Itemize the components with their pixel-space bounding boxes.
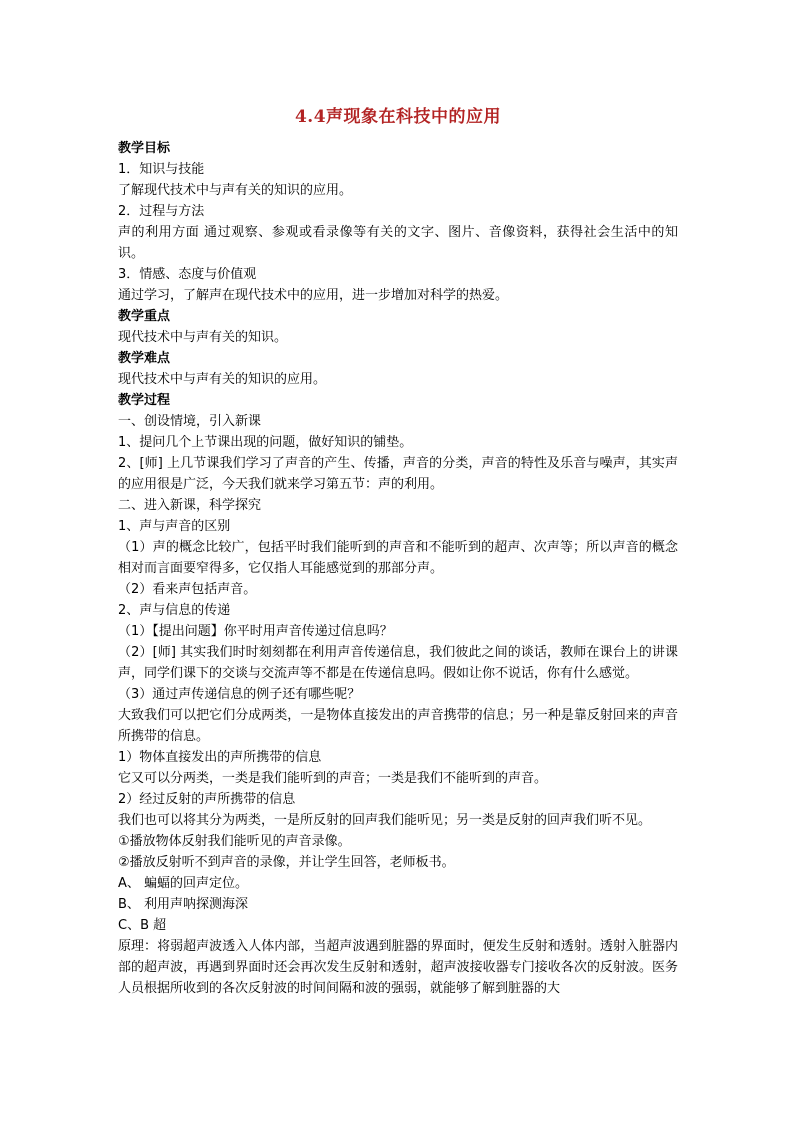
text-line: C、B 超 [118, 918, 167, 933]
text-line: 原理：将弱超声波透入人体内部，当超声波遇到脏器的界面时，便发生反射和透射。透射入脏器内部的超声波，再遇到界面时还会再次发生反射和透射，超声波接收器专门接收各次的反射波。医务人员根据所收到的各次反射波的时间间隔和波的强弱，就能够了解到脏器的大 [118, 939, 678, 996]
text-line: 二、进入新课，科学探究 [118, 498, 262, 513]
text-line: 大致我们可以把它们分成两类，一是物体直接发出的声音携带的信息；另一种是靠反射回来的声音所携带的信息。 [118, 708, 678, 744]
text-line: 2、声与信息的传递 [118, 603, 231, 618]
document-page [118, 104, 678, 999]
text-line: 2）经过反射的声所携带的信息 [118, 792, 296, 807]
text-line: 2．过程与方法 [118, 204, 205, 219]
text-line: 2、[师] 上几节课我们学习了声音的产生、传播，声音的分类，声音的特性及乐音与噪声，其实声的应用很是广泛，今天我们就来学习第五节：声的利用。 [118, 456, 678, 492]
section-heading: 教学难点 [118, 351, 171, 366]
text-line: ①播放物体反射我们能听见的声音录像。 [118, 834, 351, 849]
text-line: （3）通过声传递信息的例子还有哪些呢？ [118, 687, 361, 702]
text-line: 声的利用方面 通过观察、参观或看录像等有关的文字、图片、音像资料，获得社会生活中的知识。 [118, 225, 678, 261]
text-line: 现代技术中与声有关的知识的应用。 [118, 372, 327, 387]
text-line: 一、创设情境，引入新课 [118, 414, 262, 429]
text-line: 1）物体直接发出的声所携带的信息 [118, 750, 322, 765]
text-line: 了解现代技术中与声有关的知识的应用。 [118, 183, 353, 198]
text-line: 我们也可以将其分为两类，一是所反射的回声我们能听见；另一类是反射的回声我们听不见。 [118, 813, 652, 828]
text-line: 1、声与声音的区别 [118, 519, 231, 534]
text-line: A、 蝙蝠的回声定位。 [118, 876, 249, 891]
text-line: （1）声的概念比较广，包括平时我们能听到的声音和不能听到的超声、次声等；所以声音的概念相对而言面要窄得多，它仅指人耳能感觉到的那部分声。 [118, 540, 678, 576]
text-line: ②播放反射听不到声音的录像，并让学生回答，老师板书。 [118, 855, 455, 870]
text-line: （2）看来声包括声音。 [118, 582, 257, 597]
text-line: （1）【提出问题】你平时用声音传递过信息吗？ [118, 624, 393, 639]
text-line: （2）[师] 其实我们时时刻刻都在利用声音传递信息，我们彼此之间的谈话，教师在课台上的讲课声，同学们课下的交谈与交流声等不都是在传递信息吗。假如让你不说话，你有什么感觉。 [118, 645, 678, 681]
document-title: 4.4声现象在科技中的应用 [294, 107, 502, 127]
text-line: 1、提问几个上节课出现的问题，做好知识的铺垫。 [118, 435, 413, 450]
text-line: 3．情感、态度与价值观 [118, 267, 257, 282]
text-line: 通过学习，了解声在现代技术中的应用，进一步增加对科学的热爱。 [118, 288, 509, 303]
text-line: B、 利用声呐探测海深 [118, 897, 249, 912]
section-heading: 教学过程 [118, 393, 171, 408]
section-heading: 教学目标 [118, 141, 171, 156]
document-body [118, 138, 678, 999]
section-heading: 教学重点 [118, 309, 171, 324]
text-line: 现代技术中与声有关的知识。 [118, 330, 288, 345]
text-line: 1．知识与技能 [118, 162, 205, 177]
text-line: 它又可以分两类，一类是我们能听到的声音；一类是我们不能听到的声音。 [118, 771, 548, 786]
